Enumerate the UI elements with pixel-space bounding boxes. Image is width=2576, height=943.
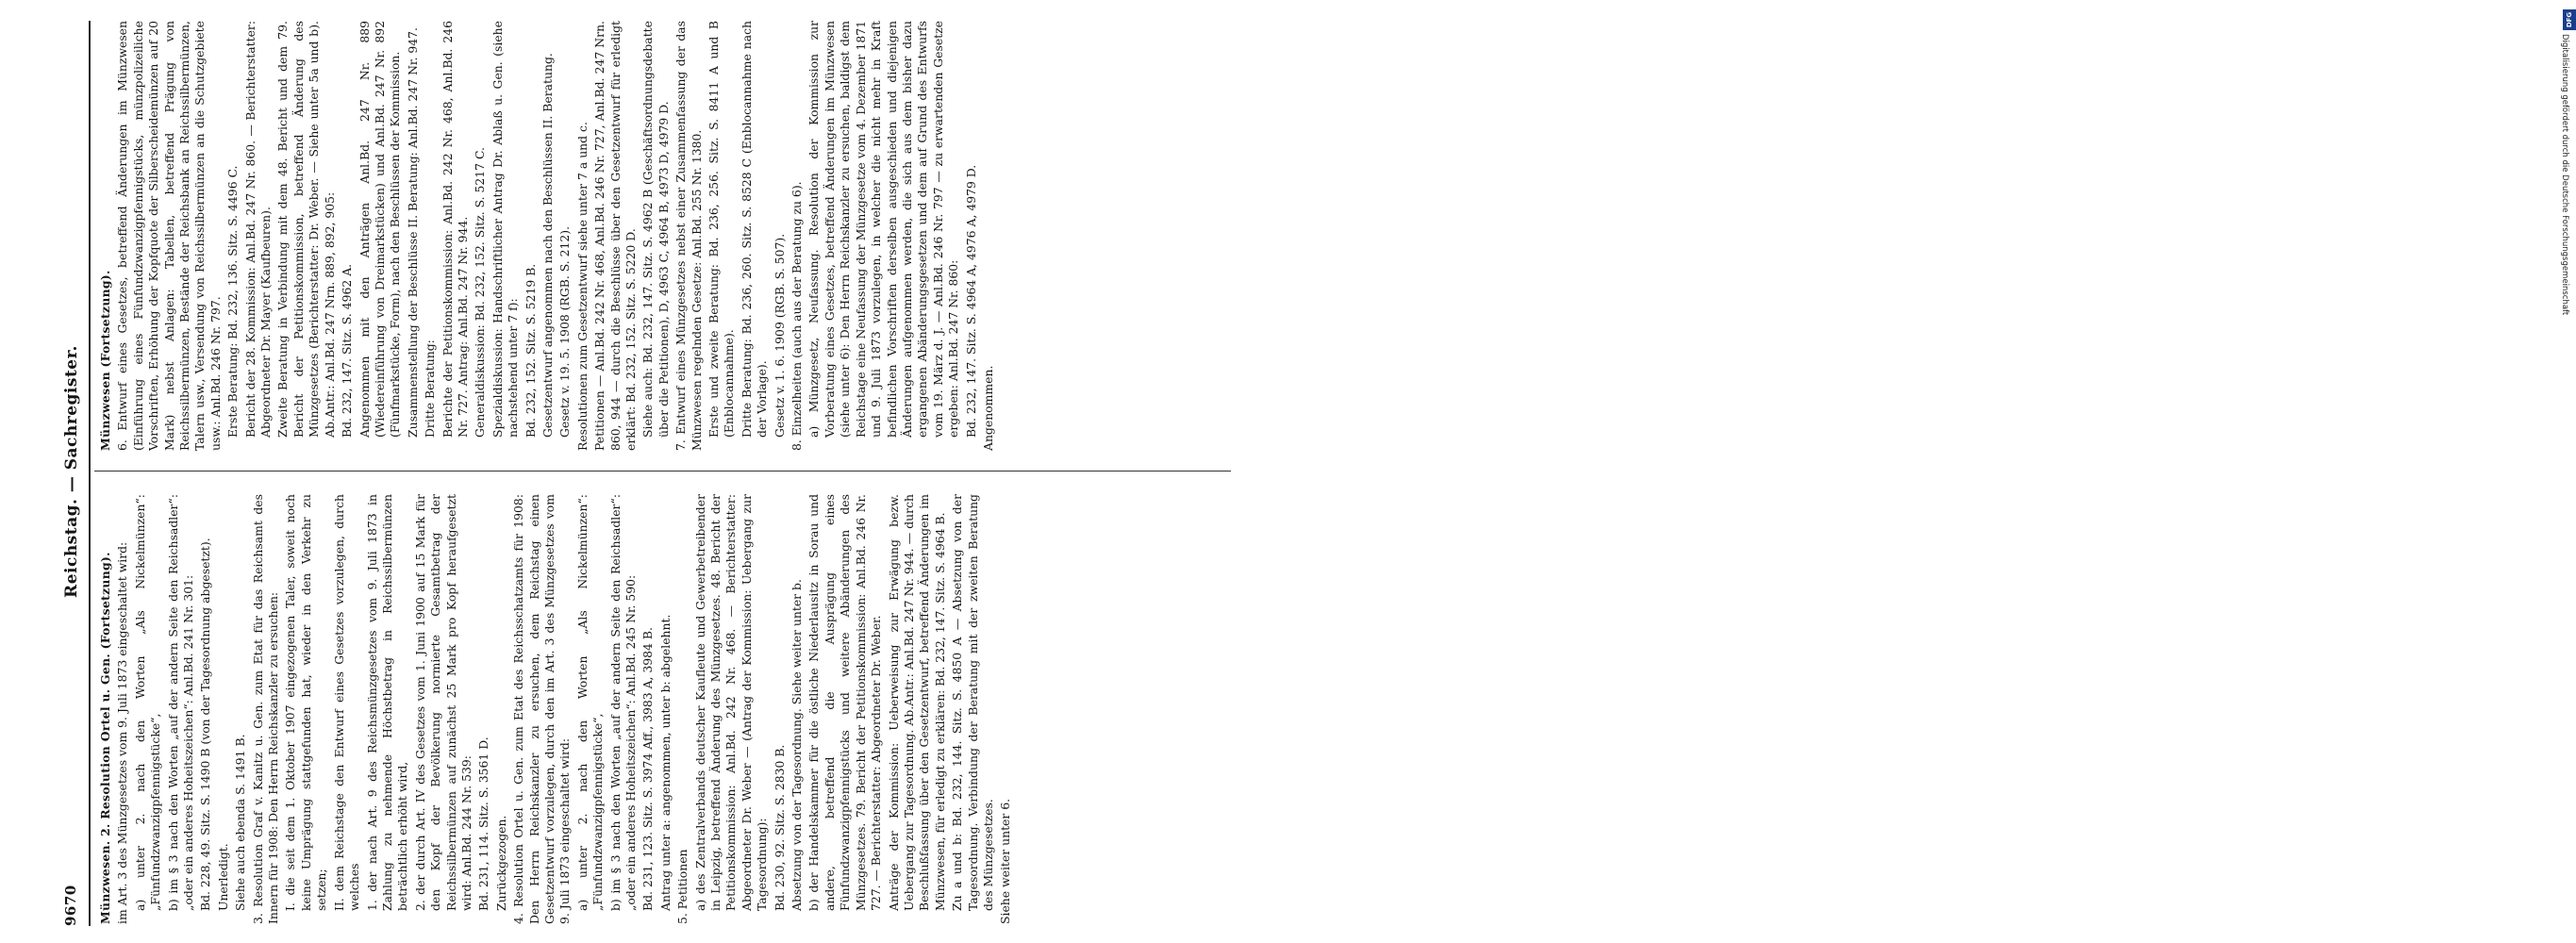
register-entry: 8. Einzelheiten (auch aus der Beratung zu 6). [789, 181, 805, 451]
register-entry: Bd. 232, 147. Sitz. S. 4962 A. [340, 263, 355, 438]
register-entry: Resolutionen zum Gesetzentwurf siehe unter 7 a und c. [574, 122, 590, 451]
register-entry: Siehe weiter unter 6. [998, 798, 1013, 924]
column-divider [94, 471, 1231, 472]
register-entry: Gesetz v. 1. 6. 1909 (RGB. S. 507). [772, 233, 787, 438]
register-entry: Bd. 231, 123. Sitz. S. 3974 Aff., 3983 A, 3984 B. [640, 627, 656, 911]
register-entry: II. dem Reichstage den Entwurf eines Gesetzes vorzulegen, durch welches [331, 494, 362, 911]
register-entry: Unerledigt. [215, 843, 230, 911]
dfg-notice [2560, 34, 2576, 883]
register-entry: Bd. 232, 152. Sitz. S. 5219 B. [523, 263, 538, 438]
register-entry: Berichte der Petitionskommission: Anl.Bd. 242 Nr. 468, Anl.Bd. 246 Nr. 727. Antrag: Anl.Bd. 247 Nr. 944. [440, 21, 470, 438]
register-entry: im Art. 3 des Münzgesetzes vom 9. Juli 1873 eingeschaltet wird: [115, 541, 130, 924]
register-entry: 3. Resolution Graf v. Kanitz u. Gen. zum Etat für das Reichsamt des Innern für 1908: Den Herrn Reichskanzler zu ersuchen: [250, 494, 281, 924]
register-entry: Gesetzentwurf angenommen nach den Beschlüssen II. Beratung. [540, 53, 555, 438]
register-entry: Dritte Beratung: Bd. 236, 260. Sitz. S. 8528 C (Enblocannahme nach der Vorlage). [739, 21, 770, 438]
register-entry: a) unter 2. nach den Worten „Als Nickelmünzen“: „Fünfundzwanzigpfennigstücke“, [574, 494, 606, 911]
register-entry: Siehe auch ebenda S. 1491 B. [233, 734, 248, 911]
register-entry: b) der Handelskammer für die östliche Niederlausitz in Sorau und andere, betreffend die Ausprägung eines Fünfundzwanzigpfennigstücks und weitere Abänderungen des Münzgesetzes. 79. Bericht der Petitionskommission: Anl.Bd. 246 Nr. 727. — Berichterstatter: Abgeordneter Dr. Weber. [806, 494, 884, 911]
header-rule [89, 21, 91, 926]
register-entry: b) im § 3 nach den Worten „auf der andern Seite den Reichsadler“: „oder ein anderes Hoheitszeichen“: Anl.Bd. 245 Nr. 590: [607, 494, 638, 911]
register-entry: Antrag unter a: angenommen, unter b: abgelehnt. [657, 614, 673, 911]
page-header [0, 0, 104, 943]
register-entry: Anträge der Kommission: Ueberweisung zur Erwägung bezw. Uebergang zur Tagesordnung. Ab.Antr.: Anl.Bd. 247 Nr. 944. — durch Beschlußfassung über den Gesetzentwurf, betreffend Änderungen im Münzwesen, für erledigt zu erklären: Bd. 232, 147. Sitz. S. 4964 B. [886, 494, 947, 911]
register-entry: a) Münzgesetz, Neufassung. Resolution der Kommission zur Vorberatung eines Gesetzes, betreffend Änderungen im Münzwesen (siehe unter 6): Den Herrn Reichskanzler zu ersuchen, baldigst dem Reichstage eine Neufassung der Münzgesetze vom 4. Dezember 1871 und 9. Juli 1873 vorzulegen, in welcher die nicht mehr in Kraft befindlichen Vorschriften derselben ausgeschieden und diejenigen Änderungen aufgenommen werden, die sich aus dem bisher dazu ergangenen Abänderungsgesetzen und dem auf Grund des Entwurfs vom 19. März d. J. — Anl.Bd. 246 Nr. 797 — zu erwartenden Gesetze ergeben: Anl.Bd. 247 Nr. 860: [806, 21, 961, 438]
section-heading: Münzwesen (Fortsetzung). [98, 270, 112, 451]
register-entry: a) unter 2. nach den Worten „Als Nickelmünzen“: „Fünfundzwanzigpfennigstücke“, [132, 494, 163, 911]
register-entry: Erste Beratung: Bd. 232, 136. Sitz. S. 4496 C. [225, 165, 241, 438]
dfg-logo-icon [2563, 9, 2576, 30]
register-entry: Zu a und b: Bd. 232, 144. Sitz. S. 4850 A — Absetzung von der Tagesordnung. Verbindung der Beratung mit der zweiten Beratung des Münzgesetzes. [950, 494, 995, 911]
register-entry: Zurückgezogen. [493, 815, 508, 911]
register-entry: Spezialdiskussion: Handschriftlicher Antrag Dr. Ablaß u. Gen. (siehe nachstehend unter 7 f): [490, 21, 521, 438]
register-entry: Zweite Beratung in Verbindung mit dem 48. Bericht und dem 79. Bericht der Petitionskommission, betreffend Änderung des Münzgesetzes (Berichterstatter: Dr. Weber. — Siehe unter 5a und b). Ab.Antr.: Anl.Bd. 247 Nrn. 889, 892, 905: [275, 21, 337, 438]
digitization-strip [1275, 0, 2573, 943]
register-entry: I. die seit dem 1. Oktober 1907 eingezogenen Taler, soweit noch keine Umprägung stattgefunden hat, wieder in den Verkehr zu setzen; [283, 494, 329, 911]
register-entry: b) im § 3 nach den Worten „auf der andern Seite den Reichsadler“: „oder ein anderes Hoheitszeichen“: Anl.Bd. 241 Nr. 301: [165, 494, 196, 911]
dfg-badge-text: DFG [2566, 11, 2573, 28]
register-entry: Bd. 228, 49. Sitz. S. 1490 B (von der Tagesordnung abgesetzt). [198, 538, 213, 911]
register-entry: Bd. 232, 147. Sitz. S. 4964 A, 4976 A, 4979 D. [963, 164, 978, 438]
register-entry: 6. Entwurf eines Gesetzes, betreffend Änderungen im Münzwesen (Einführung eines Fünfundzwanzigpfennigstücks, münzpolizeiliche Vorschriften, Erhöhung der Kopfquote der Silberscheidemünzen auf 20 Mark) nebst Anlagen: Tabellen, betreffend Prägung von Reichssilbermünzen, Bestände der Reichsbank an Reichssilbermünzen, Talern usw., Versendung von Reichssilbermünzen an die Schutzgebiete usw.: Anl.Bd. 246 Nr. 797. [115, 21, 223, 451]
dfg-notice-text: Digitalisierung gefördert durch die Deutsche Forschungsgemeinschaft [2560, 34, 2569, 316]
left-column [98, 494, 1230, 924]
register-entry: Angenommen mit den Anträgen Anl.Bd. 247 Nr. 889 (Wiedereinführung von Dreimarkstücken) und Anl.Bd. 247 Nr. 892 (Fünfmarkstücke, Form), nach den Beschlüssen der Kommission. [357, 21, 403, 438]
register-entry: Bericht der 28. Kommission: Anl.Bd. 247 Nr. 860. — Berichterstatter: Abgeordneter Dr. Mayer (Kaufbeuren). [242, 21, 274, 438]
register-entry: Bd. 230, 92. Sitz. S. 2830 B. [772, 744, 787, 911]
register-entry: Erste und zweite Beratung: Bd. 236, 256. Sitz. S. 8411 A und B (Enblocannahme). [706, 21, 737, 438]
register-entry: 2. der durch Art. IV des Gesetzes vom 1. Juni 1900 auf 15 Mark für den Kopf der Bevölkerung normierte Gesamtbetrag der Reichssilbermünzen auf zunächst 25 Mark pro Kopf heraufgesetzt wird: Anl.Bd. 244 Nr. 539: [412, 494, 474, 911]
register-entry: Generaldiskussion: Bd. 232, 152. Sitz. S. 5217 C. [473, 147, 488, 438]
register-entry: a) des Zentralverbands deutscher Kaufleute und Gewerbetreibender in Leipzig, betreffend Änderung des Münzgesetzes. 48. Bericht der Petitionskommission: Anl.Bd. 242 Nr. 468. — Berichterstatter: Abgeordneter Dr. Weber — (Antrag der Kommission: Uebergang zur Tagesordnung): [692, 494, 770, 911]
register-entry: 5. Petitionen [675, 849, 690, 924]
register-entry: Zusammenstellung der Beschlüsse II. Beratung: Anl.Bd. 247 Nr. 947. [405, 27, 420, 438]
register-entry: Dritte Beratung: [423, 339, 438, 438]
right-column [98, 21, 1230, 451]
page-number: 9670 [62, 885, 79, 926]
register-entry: Gesetz v. 19. 5. 1908 (RGB. S. 212). [557, 225, 573, 438]
register-entry: 7. Entwurf eines Münzgesetzes nebst einer Zusammenfassung der das Münzwesen regelnden Gesetze: Anl.Bd. 255 Nr. 1380. [673, 21, 704, 451]
register-entry: Petitionen — Anl.Bd. 242 Nr. 468, Anl.Bd. 246 Nr. 727, Anl.Bd. 247 Nrn. 860, 944 — durch die Beschlüsse über den Gesetzentwurf für erledigt erklärt: Bd. 232, 152. Sitz. S. 5220 D. [592, 21, 638, 451]
register-entry: Angenommen. [980, 365, 995, 451]
register-entry: Siehe auch: Bd. 232, 147. Sitz. S. 4962 B (Geschäftsordnungsdebatte über die Petitionen), D, 4963 C, 4964 B, 4973 D, 4979 D. [640, 21, 671, 438]
register-entry: Bd. 231, 114. Sitz. S. 3561 D. [476, 736, 491, 911]
running-head: Reichstag. — Sachregister. [62, 345, 81, 598]
register-entry: 1. der nach Art. 9 des Reichsmünzgesetzes vom 9. Juli 1873 in Zahlung zu nehmende Höchstbetrag in Reichssilbermünzen beträchtlich erhöht wird, [364, 494, 410, 911]
section-heading: Münzwesen. 2. Resolution Ortel u. Gen. (Fortsetzung). [98, 552, 112, 924]
register-entry: 4. Resolution Ortel u. Gen. zum Etat des Reichsschatzamts für 1908: Den Herrn Reichskanzler zu ersuchen, dem Reichstag einen Gesetzentwurf vorzulegen, durch den im Art. 3 des Münzgesetzes vom 9. Juli 1873 eingeschaltet wird: [511, 494, 573, 924]
register-entry: Absetzung von der Tagesordnung. Siehe weiter unter b. [789, 579, 805, 911]
